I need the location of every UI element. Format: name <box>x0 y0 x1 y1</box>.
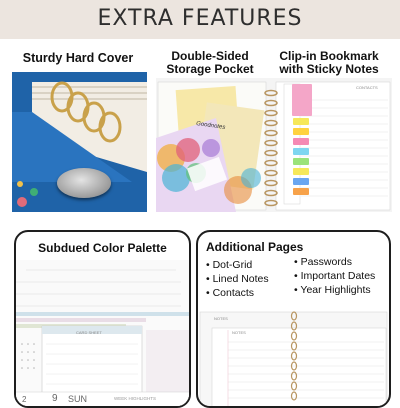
sticky-tab-blue <box>293 148 309 155</box>
hard-cover-label: Sturdy Hard Cover <box>22 51 134 65</box>
hard-cover-image <box>12 72 147 212</box>
sticky-tab-orange-2 <box>293 188 309 195</box>
feature-item-label: Dot-Grid <box>212 259 253 271</box>
note-heading: Goodnotes <box>195 120 226 132</box>
day-name: SUN <box>68 394 88 404</box>
week-highlights-label: WEEK HIGHLIGHTS <box>114 396 157 401</box>
feature-item-lined-notes: • Lined Notes <box>206 273 269 285</box>
feature-item-passwords: • Passwords <box>294 256 352 268</box>
page-title: EXTRA FEATURES <box>97 6 303 31</box>
coin-image <box>57 168 111 198</box>
day-number: 9 <box>52 393 58 404</box>
additional-pages-title: Additional Pages <box>206 240 304 254</box>
planner-photo <box>156 78 392 212</box>
back-page-heading: NOTES <box>214 316 228 321</box>
bookmark-label-line2: with Sticky Notes <box>279 62 379 76</box>
feature-item-label: Contacts <box>212 287 255 299</box>
color-palette-panel <box>14 230 191 408</box>
feature-item-label: Important Dates <box>300 270 376 282</box>
feature-item-contacts: • Contacts <box>206 287 255 299</box>
planner-illustration <box>156 78 392 212</box>
feature-item-label: Lined Notes <box>212 273 269 285</box>
sticky-tab-green <box>293 158 309 165</box>
sticky-tab-yellow <box>293 118 309 125</box>
color-palette-title: Subdued Color Palette <box>38 241 167 255</box>
sticky-tab-yellow-2 <box>293 168 309 175</box>
feature-item-dot-grid: • Dot-Grid <box>206 259 253 271</box>
additional-pages-panel <box>196 230 391 408</box>
bookmark-label-line1: Clip-in Bookmark <box>279 49 379 63</box>
pocket-label-line2: Storage Pocket <box>166 62 254 76</box>
front-page-heading: NOTES <box>232 330 246 335</box>
palette-page-illustration <box>16 260 189 406</box>
page-corner-number: 2 <box>22 395 27 404</box>
pocket-label-line1: Double-Sided <box>171 49 249 63</box>
sticky-tab-blue-2 <box>293 178 309 185</box>
sticky-tab-orange <box>293 128 309 135</box>
card-sheet-label: CARD SHEET <box>76 330 102 335</box>
feature-item-important-dates: • Important Dates <box>294 270 376 282</box>
sticky-tab-pink <box>293 138 309 145</box>
feature-item-label: Year Highlights <box>300 284 371 296</box>
feature-item-year-highlights: • Year Highlights <box>294 284 371 296</box>
feature-item-label: Passwords <box>300 256 352 268</box>
bookmark-pink-note <box>292 84 312 116</box>
contacts-heading: CONTACTS <box>356 85 378 90</box>
